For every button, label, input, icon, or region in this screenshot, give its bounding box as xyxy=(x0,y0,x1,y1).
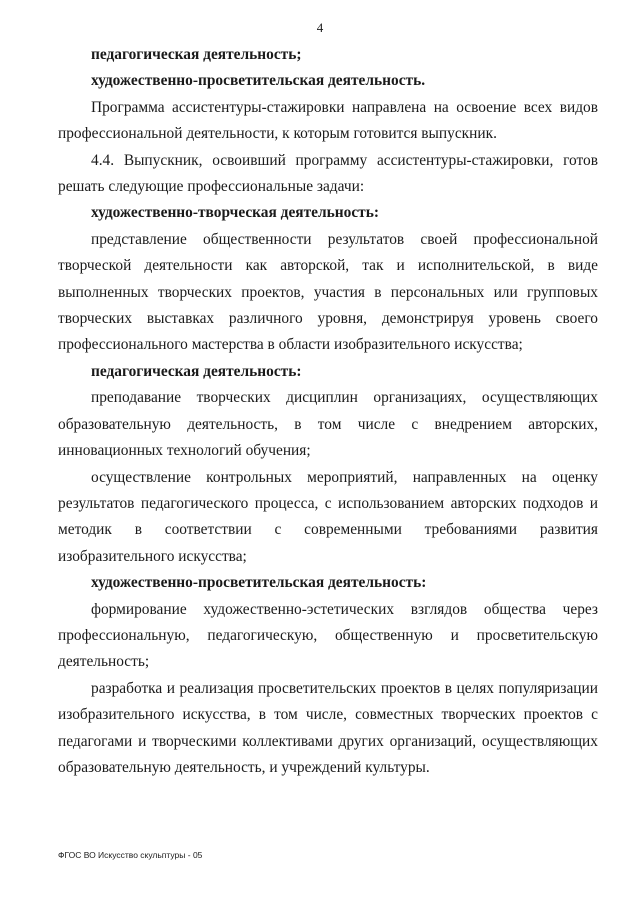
heading-pedagogical-activity: педагогическая деятельность; xyxy=(91,46,302,63)
creative-task-paragraph: представление общественности результатов своей профессиональной творческой деятельности как авторской, так и исполнительской, в виде выполненных творческих проектов, участия в персональных или групповых творческих выставках различного уровня, демонстрируя уровень своего профессионального мастерства в области изобразительного искусства; xyxy=(58,230,598,354)
heading-artistic-educational-tasks: художественно-просветительская деятельность: xyxy=(91,574,427,592)
educational-task-views: формирование художественно-эстетических взглядов общества через профессиональную, педагогическую, общественную и просветительскую деятельность; xyxy=(58,600,598,671)
program-aim-paragraph: Программа ассистентуры-стажировки направлена на освоение всех видов профессиональной деятельности, к которым готовится выпускник. xyxy=(58,98,598,143)
pedagogical-task-teaching: преподавание творческих дисциплин организациях, осуществляющих образовательную деятельность, в том числе с внедрением авторских, инновационных технологий обучения; xyxy=(58,389,598,460)
heading-pedagogical-activity-tasks: педагогическая деятельность: xyxy=(91,362,302,380)
heading-artistic-educational-activity: художественно-просветительская деятельность. xyxy=(91,72,426,90)
heading-artistic-creative-activity: художественно-творческая деятельность: xyxy=(91,204,379,222)
page-number: 4 xyxy=(316,20,324,35)
educational-task-projects: разработка и реализация просветительских проектов в целях популяризации изобразительного искусства, в том числе, совместных творческих проектов с педагогами и творческими коллективами других организаций, осуществляющих образовательную деятельность, и учреждений культуры. xyxy=(58,679,598,776)
clause-4-4-paragraph: 4.4. Выпускник, освоивший программу ассистентуры-стажировки, готов решать следующие профессиональные задачи: xyxy=(58,151,598,196)
pedagogical-task-assessment: осуществление контрольных мероприятий, направленных на оценку результатов педагогического процесса, с использованием авторских подходов и методик в соответствии с современными требованиями развития изобразительного искусства; xyxy=(58,468,598,565)
document-body xyxy=(58,42,598,781)
document-footer: ФГОС ВО Искусство скульптуры - 05 xyxy=(58,850,203,860)
